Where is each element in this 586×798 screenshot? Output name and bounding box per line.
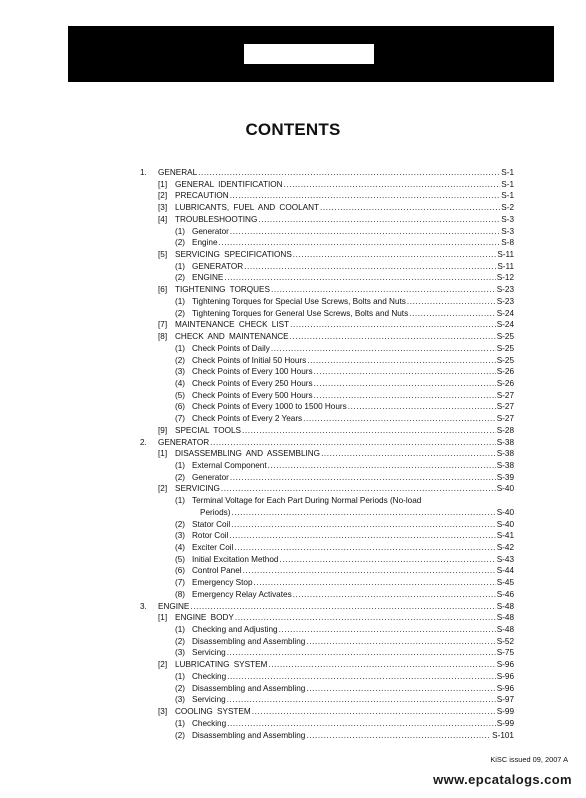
toc-entry[interactable] [140, 425, 514, 437]
toc-entry[interactable] [140, 214, 514, 226]
toc-leader-dots [293, 249, 497, 261]
toc-entry-page: S-75 [496, 648, 514, 658]
toc-entry-number: 1. [140, 168, 147, 177]
toc-entry[interactable] [140, 671, 514, 683]
toc-entry-page: S-23 [496, 285, 514, 295]
toc-leader-dots [314, 366, 496, 378]
toc-entry[interactable] [140, 636, 514, 648]
toc-entry-number: (3) [175, 531, 186, 541]
toc-entry-number: (1) [175, 671, 186, 681]
toc-entry[interactable] [140, 683, 514, 695]
toc-entry-page: S-52 [496, 636, 514, 646]
toc-entry-page: S-12 [496, 273, 514, 283]
toc-entry-number: [2] [158, 484, 168, 494]
toc-entry-number: (1) [175, 460, 186, 470]
toc-leader-dots [252, 706, 496, 718]
toc-entry-number: (6) [175, 402, 186, 412]
toc-entry-page: S-23 [496, 296, 514, 306]
toc-entry-number: (2) [175, 308, 186, 318]
toc-entry-label: Check Points of Initial 50 Hours [192, 355, 307, 365]
toc-entry-label: Periods) [200, 507, 231, 517]
toc-entry-label: GENERAL IDENTIFICATION [175, 179, 283, 189]
toc-leader-dots [348, 401, 496, 413]
toc-entry-page [422, 495, 423, 507]
toc-leader-dots [320, 202, 500, 214]
toc-leader-dots [221, 483, 496, 495]
toc-leader-dots [306, 683, 495, 695]
toc-leader-dots [271, 343, 496, 355]
toc-entry-page: S-46 [496, 589, 514, 599]
toc-entry-page: S-48 [496, 625, 514, 635]
toc-leader-dots [243, 565, 496, 577]
toc-leader-dots [258, 214, 500, 226]
toc-entry[interactable] [140, 448, 514, 460]
toc-entry-label: Generator [192, 472, 229, 482]
toc-entry[interactable] [140, 507, 514, 519]
toc-leader-dots [407, 296, 496, 308]
toc-entry-number: (3) [175, 695, 186, 705]
toc-entry-page: S-97 [496, 695, 514, 705]
toc-entry-page: S-99 [496, 707, 514, 717]
toc-entry[interactable] [140, 308, 514, 320]
toc-entry-number: 3. [140, 601, 147, 611]
toc-entry[interactable] [140, 565, 514, 577]
toc-entry[interactable] [140, 554, 514, 566]
toc-entry[interactable] [140, 577, 514, 589]
toc-entry-number: [5] [158, 250, 168, 260]
toc-entry-number: [1] [158, 179, 168, 189]
toc-entry-label: Engine [192, 238, 218, 248]
toc-leader-dots [231, 519, 495, 531]
toc-leader-dots [303, 413, 496, 425]
toc-entry-label: GENERATOR [192, 261, 244, 271]
toc-leader-dots [306, 636, 495, 648]
toc-leader-dots [268, 659, 495, 671]
header-white-label-box [244, 44, 374, 64]
toc-entry-page: S-25 [496, 355, 514, 365]
toc-entry-label: TIGHTENING TORQUES [175, 285, 270, 295]
toc-entry-number: (1) [175, 496, 186, 506]
toc-leader-dots [230, 472, 496, 484]
toc-entry[interactable] [140, 589, 514, 601]
toc-entry[interactable] [140, 261, 514, 273]
toc-entry-number: (2) [175, 273, 186, 283]
toc-entry-label: LUBRICANTS, FUEL AND COOLANT [175, 203, 319, 213]
toc-entry-number: [7] [158, 320, 168, 330]
toc-entry-page: S-28 [496, 425, 514, 435]
issue-note: KiSC issued 09, 2007 A [490, 755, 568, 764]
toc-leader-dots [244, 261, 496, 273]
toc-leader-dots [224, 272, 495, 284]
toc-entry[interactable] [140, 331, 514, 343]
toc-entry-label: ENGINE BODY [175, 613, 234, 623]
toc-entry-label: Rotor Coil [192, 531, 229, 541]
toc-entry-label: Generator [192, 226, 229, 236]
toc-entry-page: S-40 [496, 519, 514, 529]
toc-entry-label: Tightening Torques for General Use Screws, Bolts and Nuts [192, 308, 409, 318]
toc-entry-page: S-25 [496, 343, 514, 353]
toc-entry-number: (5) [175, 554, 186, 564]
toc-leader-dots [307, 355, 495, 367]
toc-entry-label: Disassembling and Assembling [192, 683, 306, 693]
toc-entry-page: S-38 [496, 460, 514, 470]
toc-entry-number: [2] [158, 660, 168, 670]
toc-entry-page: S-26 [496, 378, 514, 388]
toc-entry-label: Check Points of Every 500 Hours [192, 390, 313, 400]
toc-entry-page: S-24 [496, 320, 514, 330]
toc-leader-dots [235, 612, 496, 624]
toc-entry-page: S-1 [501, 191, 514, 201]
toc-entry-number: (2) [175, 683, 186, 693]
toc-entry-label: ENGINE [192, 273, 224, 283]
toc-entry[interactable] [140, 390, 514, 402]
toc-entry[interactable] [140, 437, 514, 449]
toc-entry-label: Servicing [192, 695, 226, 705]
toc-entry-page: S-38 [496, 437, 514, 447]
toc-entry-page: S-3 [501, 226, 514, 236]
toc-entry-page: S-1 [501, 179, 514, 189]
toc-entry-number: (1) [175, 261, 186, 271]
toc-entry-label: Checking and Adjusting [192, 625, 278, 635]
toc-entry-page: S-99 [496, 718, 514, 728]
toc-entry-label: Emergency Relay Activates [192, 589, 292, 599]
toc-entry-number: (1) [175, 718, 186, 728]
toc-entry[interactable] [140, 483, 514, 495]
toc-entry-number: (2) [175, 730, 186, 740]
toc-leader-dots [293, 589, 496, 601]
header-black-banner [68, 26, 554, 82]
toc-entry[interactable] [140, 179, 514, 191]
toc-entry-page: S-40 [496, 507, 514, 517]
toc-leader-dots [290, 319, 496, 331]
table-of-contents [140, 167, 514, 741]
toc-entry[interactable] [140, 249, 514, 261]
toc-entry[interactable] [140, 495, 514, 507]
toc-entry-number: (1) [175, 625, 186, 635]
toc-entry[interactable] [140, 647, 514, 659]
toc-entry-label: Terminal Voltage for Each Part During Normal Periods (No-load [192, 496, 422, 506]
toc-entry-label: Check Points of Every 250 Hours [192, 378, 313, 388]
toc-entry-page: S-40 [496, 484, 514, 494]
toc-entry-number: [8] [158, 332, 168, 342]
toc-entry-number: (7) [175, 578, 186, 588]
toc-entry-number: [2] [158, 191, 168, 201]
toc-entry[interactable] [140, 237, 514, 249]
toc-leader-dots [198, 167, 500, 179]
toc-entry-page: S-39 [496, 472, 514, 482]
toc-entry-page: S-96 [496, 671, 514, 681]
toc-entry-page: S-38 [496, 449, 514, 459]
toc-entry[interactable] [140, 460, 514, 472]
toc-entry[interactable] [140, 612, 514, 624]
toc-entry-number: (2) [175, 238, 186, 248]
toc-entry[interactable] [140, 718, 514, 730]
toc-entry-label: External Component [192, 460, 267, 470]
toc-entry-number: [1] [158, 613, 168, 623]
toc-entry-page: S-45 [496, 578, 514, 588]
toc-entry-number: [1] [158, 449, 168, 459]
toc-leader-dots [279, 624, 496, 636]
toc-entry-number: (8) [175, 589, 186, 599]
toc-entry-label: LUBRICATING SYSTEM [175, 660, 268, 670]
toc-leader-dots [271, 284, 496, 296]
toc-entry[interactable] [140, 202, 514, 214]
toc-entry-page: S-11 [497, 250, 514, 260]
toc-leader-dots [279, 554, 495, 566]
toc-entry-number: (2) [175, 636, 186, 646]
toc-entry-label: GENERATOR [158, 437, 210, 447]
toc-entry-label: SERVICING SPECIFICATIONS [175, 250, 292, 260]
toc-entry-label: CHECK AND MAINTENANCE [175, 332, 289, 342]
toc-entry-label: Servicing [192, 648, 226, 658]
toc-entry-label: Checking [192, 718, 227, 728]
toc-entry[interactable] [140, 366, 514, 378]
toc-entry-number: (1) [175, 296, 186, 306]
toc-entry-number: (1) [175, 226, 186, 236]
toc-entry[interactable] [140, 519, 514, 531]
toc-leader-dots [268, 460, 496, 472]
toc-entry-page: S-96 [496, 660, 514, 670]
toc-leader-dots [306, 730, 491, 742]
toc-entry[interactable] [140, 355, 514, 367]
toc-entry[interactable] [140, 542, 514, 554]
toc-entry-page: S-8 [501, 238, 514, 248]
toc-entry-number: [9] [158, 425, 168, 435]
toc-entry[interactable] [140, 659, 514, 671]
toc-entry-page: S-44 [496, 566, 514, 576]
toc-entry-page: S-48 [496, 601, 514, 611]
toc-entry-number: (5) [175, 390, 186, 400]
toc-entry[interactable] [140, 378, 514, 390]
toc-entry-label: Emergency Stop [192, 578, 253, 588]
toc-entry-label: Initial Excitation Method [192, 554, 279, 564]
toc-entry[interactable] [140, 296, 514, 308]
toc-entry-page: S-26 [496, 367, 514, 377]
toc-entry-number: 2. [140, 437, 147, 447]
toc-entry-number: [3] [158, 203, 168, 213]
toc-entry[interactable] [140, 601, 514, 613]
toc-entry[interactable] [140, 190, 514, 202]
toc-leader-dots [409, 308, 496, 320]
toc-entry[interactable] [140, 706, 514, 718]
toc-leader-dots [210, 437, 496, 449]
toc-leader-dots [284, 179, 501, 191]
toc-leader-dots [190, 601, 495, 613]
toc-leader-dots [290, 331, 496, 343]
toc-entry-number: (6) [175, 566, 186, 576]
toc-entry[interactable] [140, 730, 514, 742]
page-title: CONTENTS [245, 120, 341, 139]
toc-entry-page: S-11 [497, 261, 514, 271]
toc-entry-number: (2) [175, 355, 186, 365]
toc-entry-page: S-43 [496, 554, 514, 564]
toc-entry-number: (1) [175, 343, 186, 353]
toc-entry-number: (2) [175, 472, 186, 482]
toc-entry-number: [4] [158, 214, 168, 224]
toc-entry-label: COOLING SYSTEM [175, 707, 251, 717]
toc-leader-dots [227, 647, 496, 659]
watermark: www.epcatalogs.com [433, 772, 572, 787]
toc-leader-dots [227, 694, 496, 706]
toc-entry-number: (2) [175, 519, 186, 529]
toc-entry-page: S-24 [496, 308, 514, 318]
toc-leader-dots [321, 448, 496, 460]
toc-entry[interactable] [140, 167, 514, 179]
toc-entry-page: S-27 [496, 402, 514, 412]
toc-entry-label: Control Panel [192, 566, 242, 576]
toc-entry-label: GENERAL [158, 168, 198, 177]
toc-entry-label: Disassembling and Assembling [192, 636, 306, 646]
toc-entry-page: S-42 [496, 543, 514, 552]
toc-leader-dots [232, 507, 496, 519]
toc-entry[interactable] [140, 284, 514, 296]
toc-entry-label: Stator Coil [192, 519, 231, 529]
toc-entry[interactable] [140, 401, 514, 413]
toc-entry-label: ENGINE [158, 601, 190, 611]
toc-entry-label: Check Points of Daily [192, 343, 270, 353]
toc-entry[interactable] [140, 272, 514, 284]
toc-leader-dots [314, 390, 496, 402]
toc-entry[interactable] [140, 413, 514, 425]
toc-leader-dots [242, 425, 496, 437]
toc-entry-label: Check Points of Every 100 Hours [192, 367, 313, 377]
toc-leader-dots [219, 237, 501, 249]
toc-entry-number: [3] [158, 707, 168, 717]
toc-entry-page: S-41 [496, 531, 514, 541]
toc-entry[interactable] [140, 694, 514, 706]
toc-entry-number: (3) [175, 367, 186, 377]
toc-entry-number: (7) [175, 414, 186, 424]
toc-entry-label: SPECIAL TOOLS [175, 425, 242, 435]
toc-leader-dots [254, 577, 496, 589]
toc-leader-dots [230, 226, 500, 238]
toc-entry-page: S-2 [501, 203, 514, 213]
toc-entry-number: (3) [175, 648, 186, 658]
toc-leader-dots [314, 378, 496, 390]
toc-entry-label: DISASSEMBLING AND ASSEMBLING [175, 449, 321, 459]
toc-leader-dots [230, 190, 501, 202]
toc-leader-dots [227, 718, 496, 730]
toc-leader-dots [229, 530, 495, 542]
toc-entry-label: TROUBLESHOOTING [175, 214, 258, 224]
toc-entry-label: Disassembling and Assembling [192, 730, 306, 740]
toc-entry-label: PRECAUTION [175, 191, 229, 201]
toc-entry-label: Tightening Torques for Special Use Screws, Bolts and Nuts [192, 296, 406, 306]
toc-entry-number: (4) [175, 543, 186, 552]
toc-entry-page: S-101 [492, 730, 514, 740]
toc-entry-page: S-25 [496, 332, 514, 342]
toc-entry[interactable] [140, 472, 514, 484]
toc-entry-page: S-27 [496, 414, 514, 424]
toc-entry-label: MAINTENANCE CHECK LIST [175, 320, 290, 330]
toc-entry[interactable] [140, 343, 514, 355]
toc-entry-label: Checking [192, 671, 227, 681]
toc-entry-label: Exciter Coil [192, 543, 234, 552]
toc-entry[interactable] [140, 624, 514, 636]
toc-entry[interactable] [140, 319, 514, 331]
toc-leader-dots [227, 671, 496, 683]
toc-entry-page: S-27 [496, 390, 514, 400]
toc-entry-label: SERVICING [175, 484, 220, 494]
toc-entry-number: [6] [158, 285, 168, 295]
toc-entry-page: S-3 [501, 214, 514, 224]
toc-leader-dots [234, 542, 495, 554]
toc-entry-number: (4) [175, 378, 186, 388]
toc-entry-label: Check Points of Every 2 Years [192, 414, 303, 424]
toc-entry-page: S-48 [496, 613, 514, 623]
toc-entry-page: S-96 [496, 683, 514, 693]
toc-entry[interactable] [140, 530, 514, 542]
toc-entry-page: S-1 [501, 168, 514, 177]
toc-entry-label: Check Points of Every 1000 to 1500 Hours [192, 402, 347, 412]
toc-entry[interactable] [140, 226, 514, 238]
